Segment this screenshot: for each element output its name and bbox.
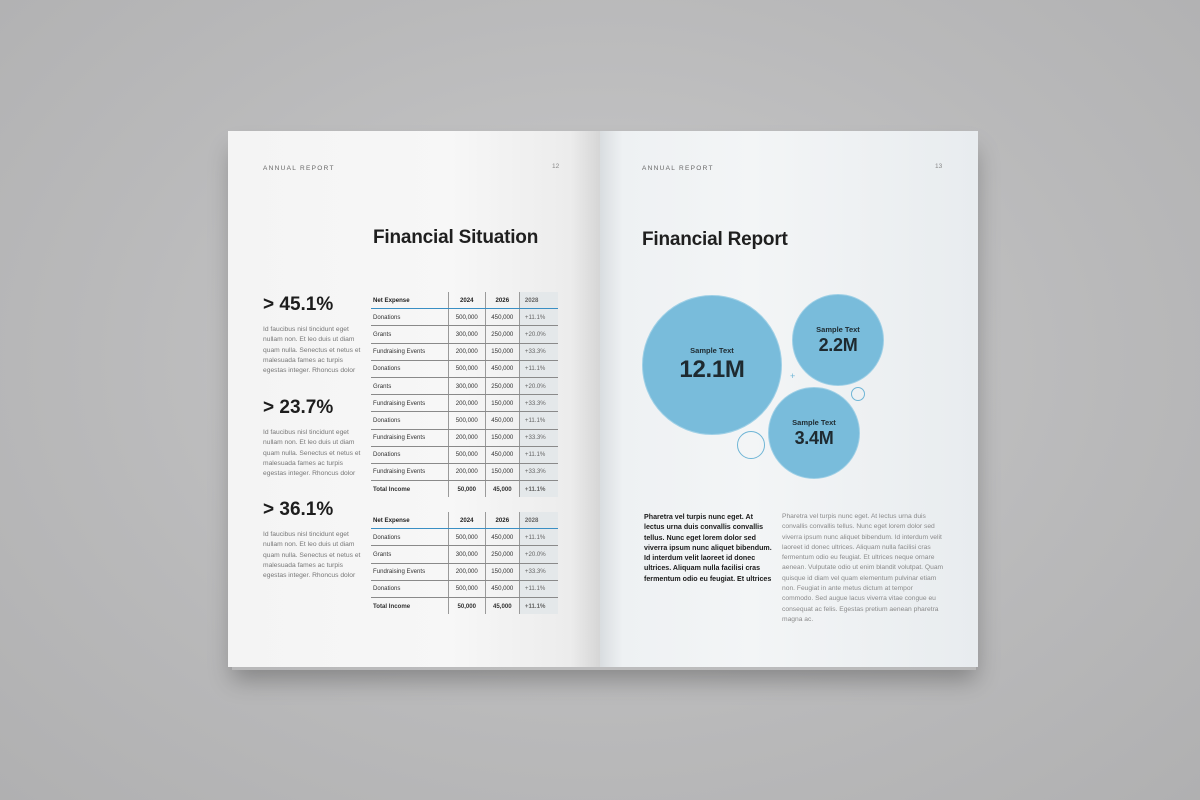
decorative-ring (737, 431, 765, 459)
table-cell: 200,000 (448, 395, 485, 412)
table-cell: 500,000 (448, 412, 485, 429)
table-cell: Fundraising Events (371, 463, 448, 480)
table-row (371, 360, 558, 377)
table-cell: 250,000 (485, 377, 519, 394)
table-cell: 450,000 (485, 309, 519, 326)
bubble-value: 2.2M (818, 334, 858, 355)
stat-description: Id faucibus nisl tincidunt eget nullam non. Et leo duis ut diam quam nulla. Senectus et netus et malesuada fames ac turpis egestas integer. Rhoncus dolor (263, 531, 361, 580)
table-cell: 200,000 (448, 429, 485, 446)
bubble-small (768, 387, 860, 479)
bubble-label: Sample Text (816, 324, 860, 334)
table-cell: 450,000 (485, 529, 519, 546)
table-row (371, 463, 558, 480)
table-cell: +20.0% (519, 377, 558, 394)
column-header: 2028 (519, 292, 558, 309)
table-row (371, 580, 558, 597)
decorative-ring (851, 387, 865, 401)
table-cell: +33.3% (519, 343, 558, 360)
table-cell: Grants (371, 546, 448, 563)
table-cell: 45,000 (485, 597, 519, 614)
table-cell: Fundraising Events (371, 429, 448, 446)
table-cell: 450,000 (485, 360, 519, 377)
table-cell: 450,000 (485, 412, 519, 429)
running-head: ANNUAL REPORT (263, 165, 335, 172)
table-cell: Fundraising Events (371, 563, 448, 580)
table-cell: Donations (371, 360, 448, 377)
table-row (371, 395, 558, 412)
table-cell: +11.1% (519, 529, 558, 546)
bubble-medium (792, 294, 884, 386)
table-row (371, 429, 558, 446)
stat-value: > 23.7% (263, 397, 334, 418)
running-head: ANNUAL REPORT (642, 165, 714, 172)
stat-description: Id faucibus nisl tincidunt eget nullam non. Et leo duis ut diam quam nulla. Senectus et netus et malesuada fames ac turpis egestas integer. Rhoncus dolor (263, 429, 361, 478)
table-cell: 45,000 (485, 481, 519, 498)
table-cell: 50,000 (448, 481, 485, 498)
right-page (600, 131, 978, 667)
financial-table (371, 292, 558, 497)
table-cell: Donations (371, 446, 448, 463)
financial-table (371, 512, 558, 614)
table-cell: 450,000 (485, 446, 519, 463)
table-cell: Donations (371, 580, 448, 597)
table-header-row (371, 292, 558, 309)
column-header: 2026 (485, 512, 519, 529)
table-cell: Fundraising Events (371, 343, 448, 360)
table-cell: +33.3% (519, 463, 558, 480)
table-row (371, 412, 558, 429)
column-header: 2024 (448, 512, 485, 529)
bubble-value: 12.1M (679, 356, 745, 383)
page-title: Financial Report (642, 229, 788, 250)
table-cell: +11.1% (519, 580, 558, 597)
table-cell: 300,000 (448, 326, 485, 343)
table-cell: 450,000 (485, 580, 519, 597)
bubble-label: Sample Text (690, 346, 734, 355)
table-cell: Donations (371, 309, 448, 326)
page-title: Financial Situation (373, 227, 539, 248)
brochure-spread (228, 131, 978, 667)
table-cell: +11.1% (519, 360, 558, 377)
table-cell: 500,000 (448, 529, 485, 546)
table-cell: 500,000 (448, 580, 485, 597)
table-cell: 250,000 (485, 326, 519, 343)
table-cell: 300,000 (448, 377, 485, 394)
stat-value: > 45.1% (263, 294, 334, 315)
bubble-large (642, 295, 782, 435)
body-text-light: Pharetra vel turpis nunc eget. At lectus urna duis convallis convallis tellus. Nunc eget lorem dolor sed viverra ipsum nunc aliquet bibendum. Id interdum velit laoreet id donec ultrices. Aliquam nulla facilisi cras fermentum odio eu feugiat. Et ultrices neque ornare aenean. Vulputate odio ut enim blandit volutpat. Quam quisque id diam vel quam elementum pulvinar etiam non. Feugiat in ante metus dictum at tempor commodo. Sed augue lacus viverra vitae congue eu consequat ac felis. Egestas pretium aenean pharetra magna ac. (782, 513, 944, 623)
table-row (371, 546, 558, 563)
table-cell: 500,000 (448, 446, 485, 463)
column-header: Net Expense (371, 512, 448, 529)
column-header: 2026 (485, 292, 519, 309)
table-cell: +11.1% (519, 481, 558, 498)
stat-value: > 36.1% (263, 499, 334, 520)
table-row (371, 446, 558, 463)
column-header: 2028 (519, 512, 558, 529)
plus-icon: + (790, 371, 796, 381)
table-cell: +11.1% (519, 597, 558, 614)
table-cell: 150,000 (485, 463, 519, 480)
table-cell: +11.1% (519, 412, 558, 429)
table-cell: 150,000 (485, 343, 519, 360)
table-cell: +11.1% (519, 309, 558, 326)
body-text-bold: Pharetra vel turpis nunc eget. At lectus urna duis convallis convallis tellus. Nunc eget lorem dolor sed viverra ipsum nunc aliquet bibendum. Id interdum velit laoreet id donec ultrices. Aliquam nulla facilisi cras fermentum odio eu feugiat. Et ultrices (644, 513, 772, 583)
table-cell: 150,000 (485, 429, 519, 446)
page-number: 13 (935, 163, 943, 170)
table-cell: +20.0% (519, 546, 558, 563)
table-row (371, 563, 558, 580)
page-number: 12 (552, 163, 560, 170)
table-cell: Fundraising Events (371, 395, 448, 412)
table-row (371, 326, 558, 343)
table-cell: 300,000 (448, 546, 485, 563)
table-row (371, 529, 558, 546)
table-cell: +20.0% (519, 326, 558, 343)
table-cell: Total Income (373, 485, 411, 493)
table-cell: 50,000 (448, 597, 485, 614)
table-cell: 250,000 (485, 546, 519, 563)
table-cell: 150,000 (485, 395, 519, 412)
bubble-value: 3.4M (794, 427, 834, 448)
table-cell: Total Income (373, 602, 411, 610)
table-cell: 150,000 (485, 563, 519, 580)
table-cell: 200,000 (448, 463, 485, 480)
table-cell: Donations (371, 412, 448, 429)
table-cell: +33.3% (519, 429, 558, 446)
table-cell: Donations (371, 529, 448, 546)
column-header: Net Expense (371, 292, 448, 309)
table-cell: 200,000 (448, 343, 485, 360)
table-total-row (371, 597, 558, 614)
table-cell: 500,000 (448, 360, 485, 377)
table-cell: Grants (371, 326, 448, 343)
table-header-row (371, 512, 558, 529)
column-header: 2024 (448, 292, 485, 309)
table-cell: 200,000 (448, 563, 485, 580)
table-cell: +11.1% (519, 446, 558, 463)
table-row (371, 343, 558, 360)
table-cell: Grants (371, 377, 448, 394)
table-cell: +33.3% (519, 563, 558, 580)
table-total-row (371, 481, 558, 498)
table-body (371, 292, 558, 497)
bubble-label: Sample Text (792, 417, 836, 427)
stat-description: Id faucibus nisl tincidunt eget nullam non. Et leo duis ut diam quam nulla. Senectus et netus et malesuada fames ac turpis egestas integer. Rhoncus dolor (263, 326, 361, 375)
left-page (228, 131, 600, 667)
table-row (371, 309, 558, 326)
table-body (371, 512, 558, 614)
table-cell: +33.3% (519, 395, 558, 412)
table-row (371, 377, 558, 394)
table-cell: 500,000 (448, 309, 485, 326)
